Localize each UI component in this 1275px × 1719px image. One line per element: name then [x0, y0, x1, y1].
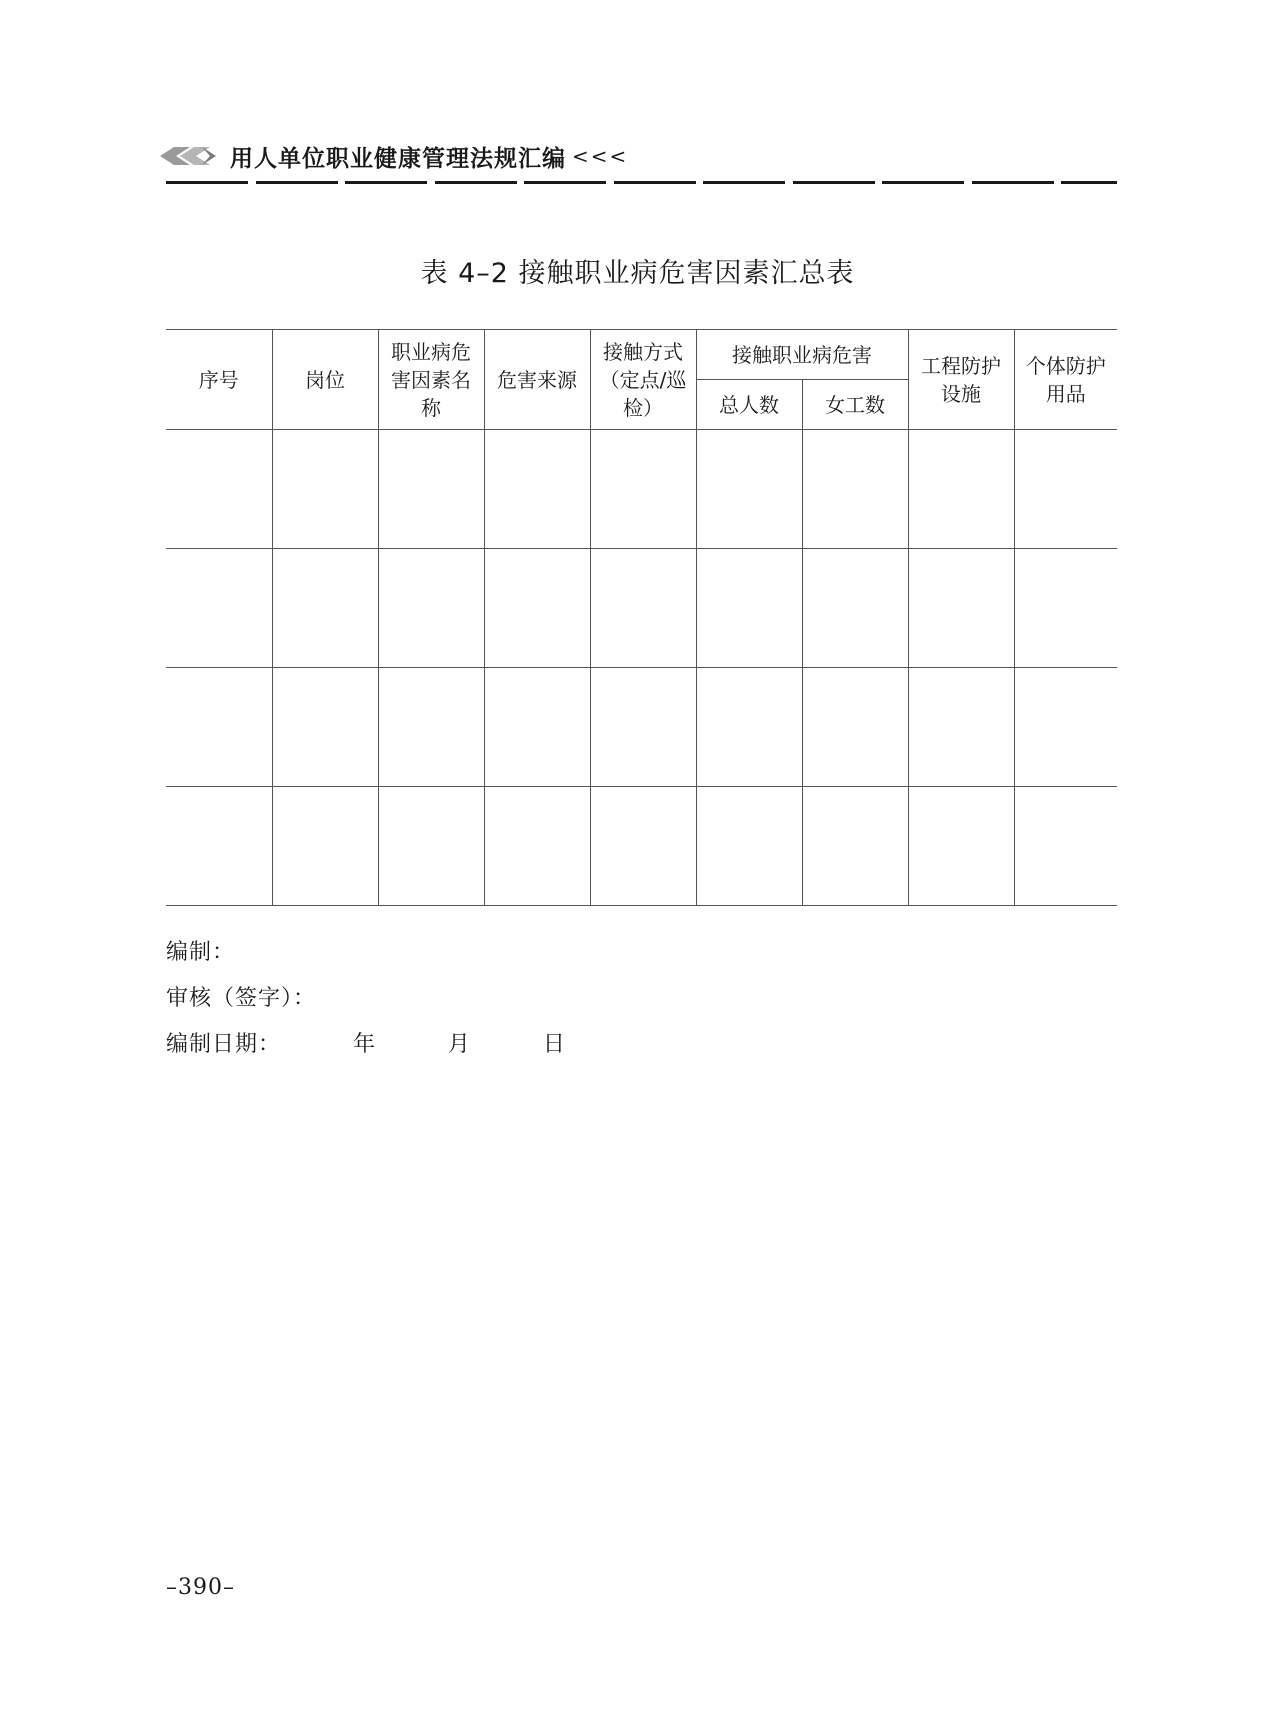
header-engineering-protection: 工程防护设施 — [908, 330, 1014, 430]
table-cell — [696, 787, 802, 906]
table-cell — [590, 549, 696, 668]
header-exposure-group: 接触职业病危害 — [696, 330, 908, 380]
hazard-summary-table — [166, 329, 1117, 906]
header-dashed-rule — [166, 181, 1117, 184]
table-cell — [802, 787, 908, 906]
table-row — [166, 430, 1117, 549]
table-cell — [272, 668, 378, 787]
table-cell — [802, 430, 908, 549]
table-cell — [166, 787, 272, 906]
table-cell — [484, 787, 590, 906]
table-cell — [378, 549, 484, 668]
header-serial: 序号 — [166, 330, 272, 430]
compile-date-line: 编制日期： 年 月 日 — [166, 1032, 566, 1057]
table-header-row — [166, 330, 1117, 380]
running-header — [160, 138, 628, 174]
table-cell — [802, 668, 908, 787]
table-cell — [484, 430, 590, 549]
table-cell — [272, 549, 378, 668]
header-total-people: 总人数 — [696, 380, 802, 430]
table-cell — [166, 430, 272, 549]
table-cell — [802, 549, 908, 668]
header-contact-mode: 接触方式（定点/巡检） — [590, 330, 696, 430]
table-cell — [590, 430, 696, 549]
table-cell — [272, 787, 378, 906]
table-title: 表 4–2 接触职业病危害因素汇总表 — [420, 258, 855, 289]
table-cell — [166, 549, 272, 668]
table-cell — [908, 549, 1014, 668]
page-number: –390– — [166, 1575, 235, 1600]
table-cell — [378, 787, 484, 906]
table-cell — [908, 430, 1014, 549]
table-cell — [1014, 668, 1117, 787]
header-hazard-source: 危害来源 — [484, 330, 590, 430]
double-diamond-logo-icon — [160, 144, 222, 168]
header-factor-name: 职业病危害因素名称 — [378, 330, 484, 430]
table-cell — [696, 430, 802, 549]
table-cell — [484, 549, 590, 668]
table-cell — [696, 668, 802, 787]
table-cell — [908, 668, 1014, 787]
table-cell — [166, 668, 272, 787]
header-title: 用人单位职业健康管理法规汇编 — [230, 144, 566, 172]
table-body — [166, 430, 1117, 906]
table-cell — [590, 668, 696, 787]
table-cell — [696, 549, 802, 668]
table-cell — [378, 430, 484, 549]
header-post: 岗位 — [272, 330, 378, 430]
table-cell — [1014, 430, 1117, 549]
table-cell — [1014, 787, 1117, 906]
table-row — [166, 549, 1117, 668]
table-cell — [908, 787, 1014, 906]
table-cell — [590, 787, 696, 906]
table-cell — [1014, 549, 1117, 668]
table-cell — [272, 430, 378, 549]
header-arrows: <<< — [572, 144, 629, 168]
table-row — [166, 787, 1117, 906]
table-row — [166, 668, 1117, 787]
reviewed-by-line: 审核（签字）： — [166, 986, 317, 1011]
table-cell — [484, 668, 590, 787]
header-personal-protection: 个体防护用品 — [1014, 330, 1117, 430]
signature-block — [166, 930, 566, 1068]
compiled-by-line: 编制： — [166, 940, 236, 965]
header-female-workers: 女工数 — [802, 380, 908, 430]
table-cell — [378, 668, 484, 787]
